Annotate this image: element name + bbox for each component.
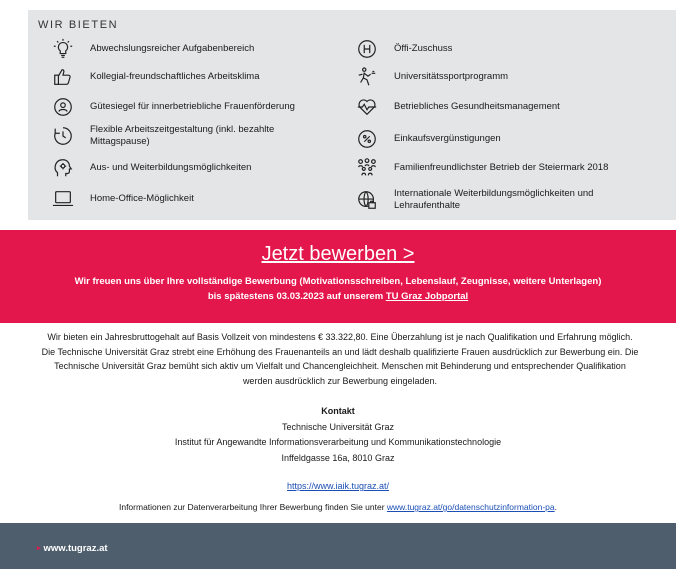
contact-heading: Kontakt [321,406,355,416]
offer-item [354,38,452,60]
offer-item [354,66,508,88]
salary-diversity-text: Wir bieten ein Jahresbruttogehalt auf Basis Vollzeit von mindestens € 33.322,80. Eine Überzahlung ist je nach Qualifikation und Erfahrung möglich. Die Technische Universität Graz strebt eine Erhöhung des Frauenanteils an und lädt deshalb qualifizierte Frauen ausdrücklich zur Bewerbung ein. Die Technische Universität Graz bemüht sich aktiv um Vielfalt und Chancengleichheit. Menschen mit Behinderung und entsprechender Qualifikation werden ausdrücklich zur Bewerbung eingeladen. [41,332,639,386]
offer-label: Aus- und Weiterbildungsmöglichkeiten [90,162,252,173]
apply-banner [0,230,676,323]
offer-item [50,157,251,179]
offer-item [354,128,501,150]
thumbs-up-icon [50,66,76,88]
offer-item [354,96,560,118]
offer-label: Betriebliches Gesundheitsmanagement [394,101,560,112]
offer-label: Kollegial-freundschaftliches Arbeitsklima [90,71,260,82]
offer-label: Flexible Arbeitszeitgestaltung (inkl. bezahlte Mittagspause) [90,124,275,147]
footer-link[interactable] [37,543,108,554]
bullet-icon: ▸ [37,545,41,552]
apply-text-line2 [0,289,676,304]
offer-label: Öffi-Zuschuss [394,43,453,54]
equality-seal-icon [50,96,76,118]
contact-section [0,404,676,466]
offer-label: Home-Office-Möglichkeit [90,193,194,204]
offer-item [50,96,295,118]
offers-section [28,10,676,220]
sport-icon [354,66,380,88]
footer [0,523,676,569]
apply-deadline: bis spätestens 03.03.2023 auf unserem [207,291,384,302]
offer-item [50,38,254,60]
head-gear-icon [50,157,76,179]
laptop-icon [50,188,76,210]
apply-text-line1: Wir freuen uns über Ihre vollständige Bewerbung (Motivationsschreiben, Lebenslauf, Zeugnisse, weitere Unterlagen) [74,276,602,287]
bus-stop-icon [354,38,380,60]
offer-item [50,66,260,88]
globe-icon [354,189,380,211]
offer-item [50,124,290,148]
privacy-note [0,502,676,512]
offer-label: Internationale Weiterbildungsmöglichkeiten und Lehraufenthalte [394,188,594,211]
heart-pulse-icon [354,96,380,118]
privacy-text: Informationen zur Datenverarbeitung Ihrer Bewerbung finden Sie unter [118,502,385,512]
percent-icon [354,128,380,150]
offer-item [354,157,608,179]
offer-label: Universitätssportprogramm [394,71,509,82]
apply-now-link[interactable]: Jetzt bewerben > [261,243,415,265]
offer-label: Familienfreundlichster Betrieb der Steiermark 2018 [394,162,609,173]
footer-link-label: www.tugraz.at [43,543,108,554]
institute-url [0,481,676,491]
privacy-end: . [554,502,558,512]
apply-text [0,274,676,304]
offer-item [50,188,194,210]
offer-label: Abwechslungsreicher Aufgabenbereich [90,43,255,54]
offers-title: WIR BIETEN [38,19,119,31]
contact-line-university: Technische Universität Graz [281,421,395,432]
contact-line-institute: Institut für Angewandte Informationsverarbeitung und Kommunikationstechnologie [174,437,502,447]
lightbulb-icon [50,38,76,60]
family-icon [354,157,380,179]
offer-label: Gütesiegel für innerbetriebliche Frauenförderung [90,101,295,112]
offer-item [354,188,634,212]
institute-link[interactable]: https://www.iaik.tugraz.at/ [286,481,390,491]
jobportal-link[interactable]: TU Graz Jobportal [385,291,469,302]
contact-line-address: Inffeldgasse 16a, 8010 Graz [281,452,395,463]
offer-label: Einkaufsvergünstigungen [394,133,501,144]
privacy-link[interactable]: www.tugraz.at/go/datenschutzinformation-pa [386,502,555,512]
clock-icon [50,125,76,147]
